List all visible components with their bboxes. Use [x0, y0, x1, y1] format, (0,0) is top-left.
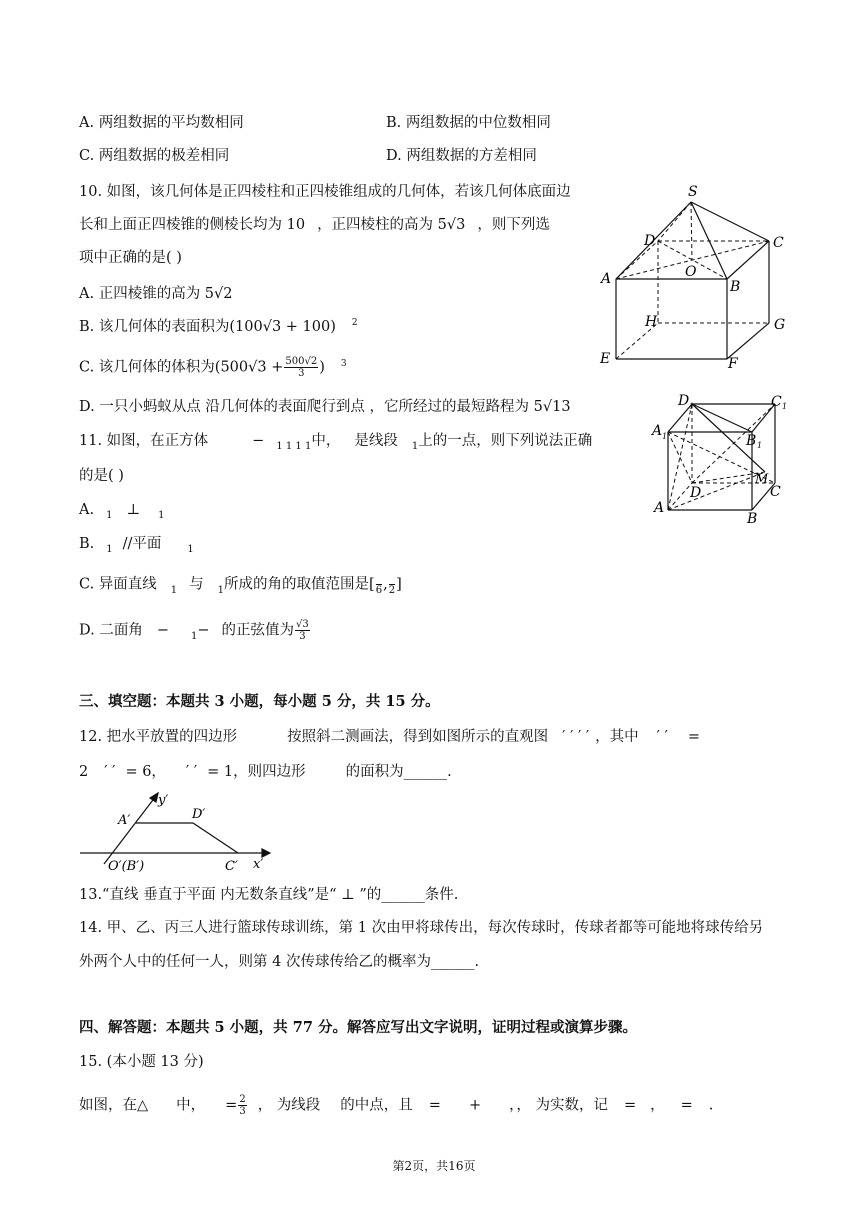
vertex-label-a1: A — [652, 423, 663, 439]
vertex-label-d1: D — [678, 393, 690, 409]
q12-text: 按照斜二测画法，得到如图所示的直观图 — [287, 729, 549, 745]
q11-option-b — [79, 534, 194, 556]
page-footer: 第2页，共16页 — [392, 1159, 476, 1173]
q11-stem-line1 — [79, 431, 592, 453]
q10-option-c-text: C. 该几何体的体积为(500√3 + — [79, 359, 284, 376]
q14-stem-line2: 外两个人中的任何一人，则第 4 次传球传给乙的概率为______. — [79, 954, 480, 970]
q15-header: 15. (本小题 13 分) — [79, 1054, 204, 1070]
q10-option-c — [79, 356, 347, 380]
q10-text: ，正四棱柱的高为 5√3 — [317, 217, 466, 233]
q11-text: − — [156, 622, 169, 639]
fraction-denominator: 3 — [298, 368, 305, 379]
q11-option-label: B. — [79, 536, 95, 552]
fraction-denominator: 3 — [299, 631, 306, 642]
q12-text: 12. 把水平放置的四边形 — [79, 729, 238, 745]
q9-option-a: A. 两组数据的平均数相同 — [79, 115, 244, 131]
fraction-numerator: 500√2 — [285, 356, 318, 367]
q11-option-d — [79, 619, 311, 643]
q11-text: C. 异面直线 — [79, 576, 157, 593]
q15-text: 的中点，且 — [340, 1097, 413, 1114]
vertex-subscript: 1 — [662, 432, 668, 441]
q15-text: . — [708, 1097, 714, 1114]
fraction-denominator: 3 — [239, 1106, 246, 1117]
q12-figure-oblique-drawing — [78, 788, 278, 872]
q11-subscript: 1 — [158, 510, 165, 521]
vertex-label-c: C′ — [225, 859, 238, 872]
q10-option-d: D. 一只小蚂蚁从点 沿几何体的表面爬行到点 ，它所经过的最短路程为 5√13 — [79, 399, 571, 415]
vertex-label-a: A — [654, 500, 665, 516]
vertex-label-c: C — [773, 235, 784, 251]
q14-stem-line1: 14. 甲、乙、丙三人进行篮球传球训练，第 1 次由甲将球传出，每次传球时，传球者都等可能地将球传给另 — [79, 920, 764, 936]
q15-text: 如图，在△ — [79, 1097, 149, 1114]
q15-text: = — [623, 1097, 637, 1114]
q11-d-fraction — [295, 619, 310, 642]
section-3-title: 三、填空题：本题共 3 小题，每小题 5 分，共 15 分。 — [79, 693, 440, 710]
q11-subscript: 1 — [106, 544, 113, 555]
q12-stem-line2 — [79, 762, 452, 782]
q11-subscript: 1 — [187, 544, 194, 555]
q11-subscript: 1 — [190, 630, 198, 642]
q12-text: = — [687, 729, 701, 745]
q12-text: 的面积为______. — [345, 764, 452, 780]
q11-subscript: 1 — [170, 584, 178, 596]
q10-option-a: A. 正四棱锥的高为 5√2 — [79, 286, 233, 302]
vertex-label-e: E — [600, 351, 611, 367]
fraction-numerator: √3 — [296, 619, 309, 630]
vertex-label-c1: C — [771, 394, 782, 410]
point-label-m: M — [755, 472, 769, 487]
q11-text: 所成的角的取值范围是[ — [224, 576, 375, 593]
q11-text: //平面 — [122, 536, 162, 552]
q10-stem-line3: 项中正确的是( ) — [79, 250, 182, 266]
q10-option-b-unit: 2 — [351, 318, 358, 328]
vertex-label-a: A′ — [118, 813, 131, 828]
q9-option-c: C. 两组数据的极差相同 — [79, 148, 230, 164]
q11-text: 中， — [311, 433, 341, 449]
q11-subscripts: 1 1 1 1 — [276, 441, 312, 452]
q15-text: ， — [650, 1097, 665, 1114]
q10-text: ，则下列选 — [477, 217, 550, 233]
fraction-numerator: 2 — [239, 1094, 246, 1105]
q15-fraction — [238, 1094, 246, 1117]
vertex-label-s: S — [688, 184, 698, 200]
q15-text: + — [468, 1097, 482, 1114]
vertex-label-a: A — [601, 271, 612, 287]
vertex-label-o: O — [685, 264, 697, 280]
q11-text: ] — [396, 576, 402, 593]
q11-text: 11. 如图，在正方体 — [79, 433, 209, 449]
axis-label-y: y′ — [158, 793, 169, 808]
q15-text: 中， — [176, 1097, 206, 1114]
q12-primes: ′ ′ ′ ′ — [562, 729, 590, 745]
q9-option-b: B. 两组数据的中位数相同 — [386, 115, 551, 131]
q10-option-b — [79, 317, 358, 339]
q10-text: 长和上面正四棱锥的侧棱长均为 10 — [79, 217, 306, 233]
q12-primes: ′ ′ — [185, 764, 198, 780]
vertex-label-o-b: O′(B′) — [108, 859, 145, 872]
q15-stem — [79, 1094, 713, 1117]
q11-option-label: A. — [79, 502, 95, 518]
vertex-label-d: D′ — [192, 807, 206, 822]
perpendicular-symbol: ⊥ — [126, 502, 141, 518]
q11-text: D. 二面角 — [79, 622, 143, 639]
q11-subscript: 1 — [411, 441, 419, 452]
q15-text: = — [225, 1097, 238, 1114]
q15-text: = — [680, 1097, 693, 1114]
q12-primes: ′ ′ — [656, 729, 668, 745]
q12-text: 2 — [79, 764, 89, 780]
q11-text: 是线段 — [354, 433, 398, 449]
q12-text: ，其中 — [595, 729, 639, 745]
fraction-denominator: 6 — [375, 585, 383, 596]
vertex-label-g: G — [774, 317, 786, 333]
q11-subscript: 1 — [217, 584, 225, 596]
q12-text: = 1，则四边形 — [207, 764, 306, 780]
q10-option-c-close: ) — [319, 359, 325, 376]
q11-figure-cube — [648, 390, 798, 528]
q10-option-b-text: B. 该几何体的表面积为(100√3 + 100) — [79, 319, 336, 335]
vertex-subscript: 1 — [689, 402, 695, 411]
q11-fraction — [376, 573, 382, 596]
section-4-title: 四、解答题：本题共 5 小题，共 77 分。解答应写出文字说明，证明过程或演算步骤。 — [79, 1019, 637, 1036]
q12-text: = 6， — [125, 764, 166, 780]
q11-fraction — [389, 573, 395, 596]
q11-option-c: C. 异面直线 $_1$ 与 $_1$所成的角的取值范围是[ 6 , 2 ] — [79, 573, 402, 597]
q11-subscript: 1 — [106, 510, 113, 521]
q11-text: − — [197, 622, 210, 639]
vertex-subscript: 1 — [782, 402, 788, 411]
vertex-label-b1: B — [746, 433, 757, 449]
vertex-label-d: D — [690, 485, 702, 501]
q11-stem-line2: 的是( ) — [79, 468, 124, 484]
q11-text: 的正弦值为 — [221, 622, 295, 639]
vertex-label-b: B — [747, 511, 758, 527]
vertex-label-h: H — [645, 314, 658, 330]
q15-text: ，， 为实数，记 — [509, 1097, 608, 1114]
vertex-label-f: F — [728, 356, 738, 372]
q11-option-a — [79, 500, 164, 522]
q15-text: ， 为线段 — [257, 1097, 321, 1114]
q11-text: 与 — [189, 576, 204, 593]
q10-figure-prism-pyramid — [596, 182, 796, 374]
fraction-denominator: 2 — [388, 585, 396, 596]
q10-option-c-fraction — [284, 356, 318, 379]
q11-text: 上的一点，则下列说法正确 — [418, 433, 593, 449]
vertex-label-b: B — [730, 279, 741, 295]
q10-stem-line2 — [79, 215, 550, 235]
q12-stem-line1 — [79, 727, 700, 747]
axis-label-x: x′ — [253, 857, 264, 872]
vertex-subscript: 1 — [757, 441, 763, 450]
vertex-label-d: D — [644, 233, 656, 249]
q10-stem-line1: 10. 如图，该几何体是正四棱柱和正四棱锥组成的几何体，若该几何体底面边 — [79, 184, 571, 200]
q15-text: = — [428, 1097, 441, 1114]
q13-stem: 13.“直线 垂直于平面 内无数条直线”是“ ⊥ ”的______条件. — [79, 887, 459, 903]
q11-text: − — [252, 433, 265, 449]
q12-primes: ′ ′ — [104, 764, 116, 780]
vertex-label-c: C — [770, 484, 781, 500]
q9-option-d: D. 两组数据的方差相同 — [386, 148, 537, 164]
q10-option-c-unit: 3 — [340, 358, 347, 369]
